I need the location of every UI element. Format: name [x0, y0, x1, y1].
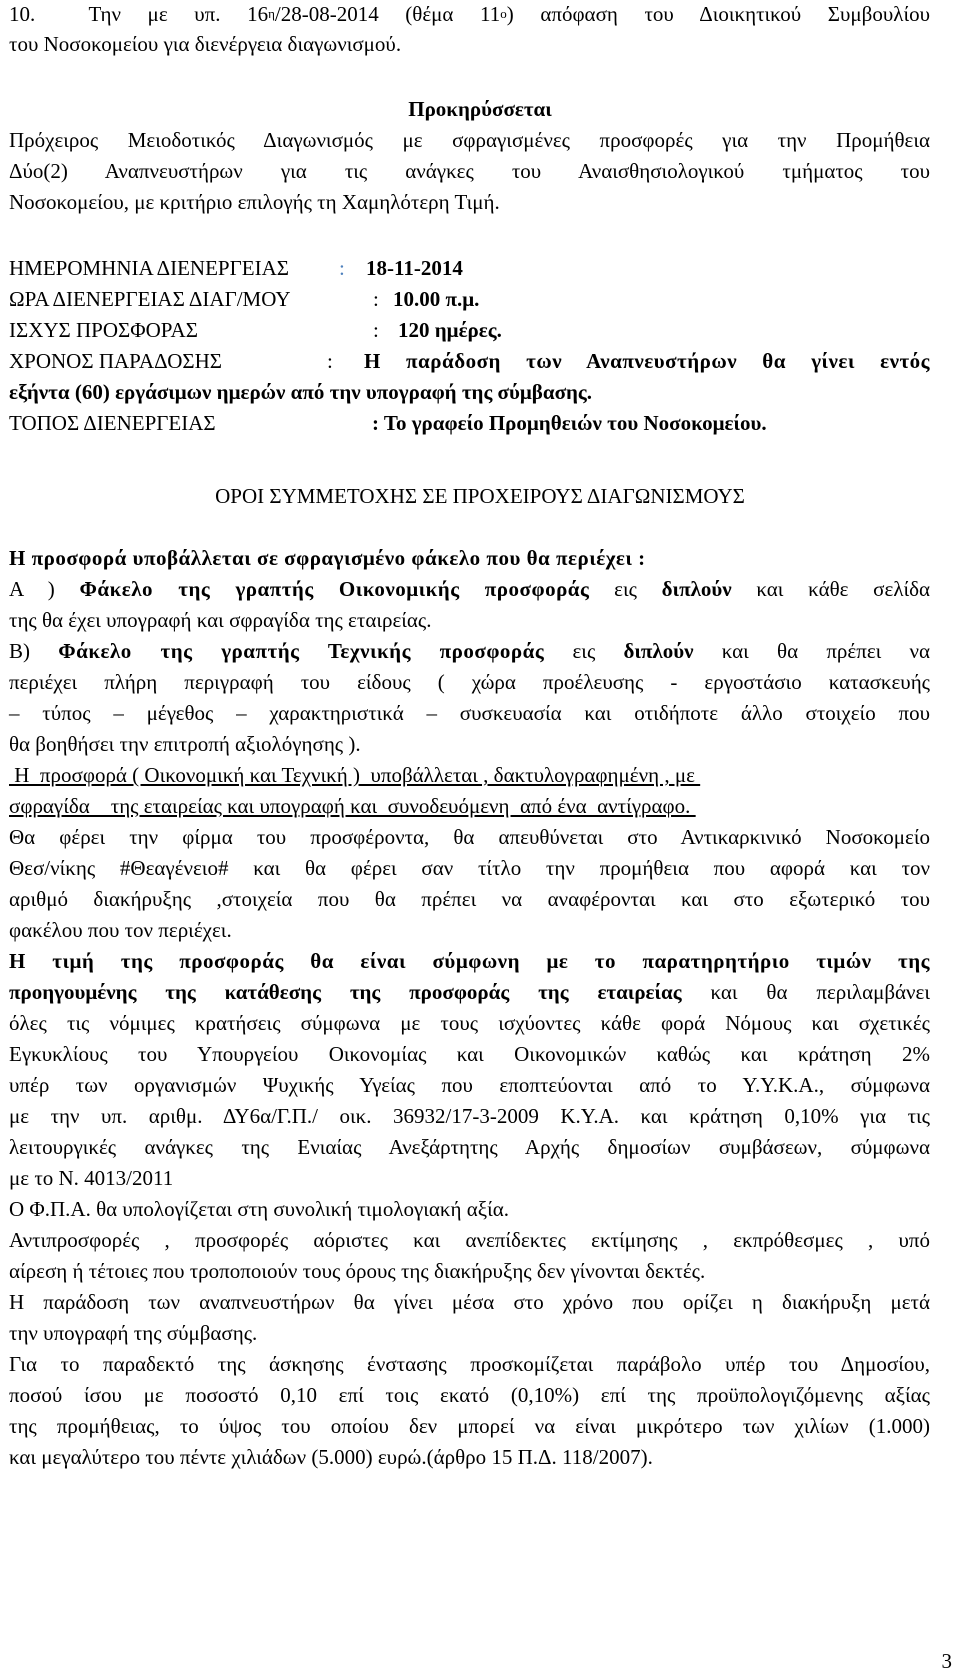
price-line-6: με την υπ. αριθμ. ΔΥ6α/Γ.Π./ οικ. 36932/17-3-2009 Κ.Υ.Α. και κράτηση 0,10% για τις	[9, 1104, 930, 1128]
objection-fee-line-3: της προμήθειας, το ύψος του οποίου δεν μπορεί να είναι μικρότερο των χιλίων (1.000)	[9, 1414, 930, 1438]
vat-line: Ο Φ.Π.Α. θα υπολογίζεται στη συνολική τιμολογιακή αξία.	[9, 1197, 510, 1221]
price-line-7: λειτουργικές ανάγκες της Ενιαίας Ανεξάρτητης Αρχής δημοσίων συμβάσεων, σύμφωνα	[9, 1135, 930, 1159]
page-number: 3	[941, 1649, 952, 1673]
place-label: ΤΟΠΟΣ ΔΙΕΝΕΡΓΕΙΑΣ	[9, 411, 216, 435]
decision-line-1: 10. Την με υπ. $16^\eta/28-08-2014$ (θέμα $11^o$) απόφαση του Διοικητικού Συμβουλίου	[9, 2, 930, 26]
counteroffer-line-1: Αντιπροσφορές , προσφορές αόριστες και ανεπίδεκτες εκτίμησης , εκπρόθεσμες , υπό	[9, 1228, 930, 1252]
objection-fee-line-2: ποσού ίσου με ποσοστό 0,10 επί τοις εκατό (0,10%) επί της προϋπολογιζόμενης αξίας	[9, 1383, 930, 1407]
delivery-row	[9, 349, 930, 373]
date-label: ΗΜΕΡΟΜΗΝΙΑ ΔΙΕΝΕΡΓΕΙΑΣ	[9, 256, 289, 280]
price-line-3: όλες τις νόμιμες κρατήσεις σύμφωνα με τους ισχύοντες κάθε φορά Νόμους και σχετικές	[9, 1011, 930, 1035]
price-line-5: υπέρ των οργανισμών Ψυχικής Υγείας που εποπτεύονται από το Υ.Υ.Κ.Α., σύμφωνα	[9, 1073, 930, 1097]
validity-colon: :	[373, 318, 379, 342]
validity-row	[9, 318, 930, 342]
item-number: 10.	[9, 2, 36, 26]
envelope-line-3: αριθμό διακήρυξης ,στοιχεία που θα πρέπει να αναφέρονται και στο εξωτερικό του	[9, 887, 930, 911]
price-line-8: με το Ν. 4013/2011	[9, 1166, 174, 1190]
envelope-line-1: Θα φέρει την φίρμα του προσφέροντα, θα απευθύνεται στο Αντικαρκινικό Νοσοκομείο	[9, 825, 930, 849]
proclamation-title: Προκηρύσσεται	[408, 97, 552, 121]
delivery-value: Η παράδοση των Αναπνευστήρων θα γίνει εντός	[364, 349, 930, 373]
term-b-line-4: θα βοηθήσει την επιτροπή αξιολόγησης ).	[9, 732, 361, 756]
price-line-4: Εγκυκλίους του Υπουργείου Οικονομίας και Οικονομικών καθώς και κράτηση 2%	[9, 1042, 930, 1066]
objection-fee-line-4: και μεγαλύτερο του πέντε χιλιάδων (5.000) ευρώ.(άρθρο 15 Π.Δ. 118/2007).	[9, 1445, 653, 1469]
submission-note-line-1: Η προσφορά ( Οικονομική και Τεχνική ) υποβάλλεται , δακτυλογραφημένη , με	[9, 763, 701, 787]
envelope-line-2: Θεσ/νίκης #Θεαγένειο# και θα φέρει σαν τίτλο την προμήθεια που αφορά και τον	[9, 856, 930, 880]
price-line-1: Η τιμή της προσφοράς θα είναι σύμφωνη με το παρατηρητήριο τιμών της	[9, 949, 930, 973]
time-colon: :	[373, 287, 379, 311]
proclamation-line-1: Πρόχειρος Μειοδοτικός Διαγωνισμός με σφραγισμένες προσφορές για την Προμήθεια	[9, 128, 930, 152]
place-value: : Το γραφείο Προμηθειών του Νοσοκομείου.	[372, 411, 767, 435]
place-row	[9, 411, 930, 435]
delivery-label: ΧΡΟΝΟΣ ΠΑΡΑΔΟΣΗΣ	[9, 349, 222, 373]
date-row	[9, 256, 930, 280]
term-a-line-2: της θα έχει υπογραφή και σφραγίδα της εταιρείας.	[9, 608, 432, 632]
term-a-line-1: Α ) Φάκελο της γραπτής Οικονομικής προσφοράς εις διπλούν και κάθε σελίδα	[9, 577, 931, 601]
delivery-time-line-1: Η παράδοση των αναπνευστήρων θα γίνει μέσα στο χρόνο που ορίζει η διακήρυξη μετά	[9, 1290, 930, 1314]
delivery-value-line-2: εξήντα (60) εργάσιμων ημερών από την υπογραφή της σύμβασης.	[9, 380, 593, 404]
submission-note-line-2: σφραγίδα της εταιρείας και υπογραφή και συνοδευόμενη από ένα αντίγραφο.	[9, 794, 696, 818]
validity-label: ΙΣΧΥΣ ΠΡΟΣΦΟΡΑΣ	[9, 318, 198, 342]
proclamation-line-2: Δύο(2) Αναπνευστήρων για τις ανάγκες του Αναισθησιολογικού τμήματος του	[9, 159, 930, 183]
time-row	[9, 287, 930, 311]
envelope-line-4: φακέλου που τον περιέχει.	[9, 918, 232, 942]
term-b-line-3: – τύπος – μέγεθος – χαρακτηριστικά – συσκευασία και οτιδήποτε άλλο στοιχείο που	[9, 701, 930, 725]
time-label: ΩΡΑ ΔΙΕΝΕΡΓΕΙΑΣ ΔΙΑΓ/ΜΟΥ	[9, 287, 291, 311]
terms-heading: ΟΡΟΙ ΣΥΜΜΕΤΟΧΗΣ ΣΕ ΠΡΟΧΕΙΡΟΥΣ ΔΙΑΓΩΝΙΣΜΟΥΣ	[215, 484, 745, 508]
counteroffer-line-2: αίρεση ή τέτοιες που τροποποιούν τους όρους της διακήρυξης δεν γίνονται δεκτές.	[9, 1259, 706, 1283]
term-b-line-2: περιέχει πλήρη περιγραφή του είδους ( χώρα προέλευσης - εργοστάσιο κατασκευής	[9, 670, 930, 694]
delivery-time-line-2: την υπογραφή της σύμβασης.	[9, 1321, 258, 1345]
decision-line-2: του Νοσοκομείου για διενέργεια διαγωνισμού.	[9, 32, 402, 56]
date-value: 18-11-2014	[366, 256, 463, 280]
delivery-colon: :	[327, 349, 333, 373]
terms-intro: Η προσφορά υποβάλλεται σε σφραγισμένο φάκελο που θα περιέχει :	[9, 546, 646, 570]
term-b-line-1: Β) Φάκελο της γραπτής Τεχνικής προσφοράς εις διπλούν και θα πρέπει να	[9, 639, 931, 663]
proclamation-line-3: Νοσοκομείου, με κριτήριο επιλογής τη Χαμηλότερη Τιμή.	[9, 190, 500, 214]
objection-fee-line-1: Για το παραδεκτό της άσκησης ένστασης προσκομίζεται παράβολο υπέρ του Δημοσίου,	[9, 1352, 930, 1376]
date-colon: :	[339, 256, 345, 280]
time-value: 10.00 π.μ.	[393, 287, 480, 311]
price-line-2: προηγουμένης της κατάθεσης της προσφοράς της εταιρείας και θα περιλαμβάνει	[9, 980, 930, 1004]
validity-value: 120 ημέρες.	[398, 318, 502, 342]
